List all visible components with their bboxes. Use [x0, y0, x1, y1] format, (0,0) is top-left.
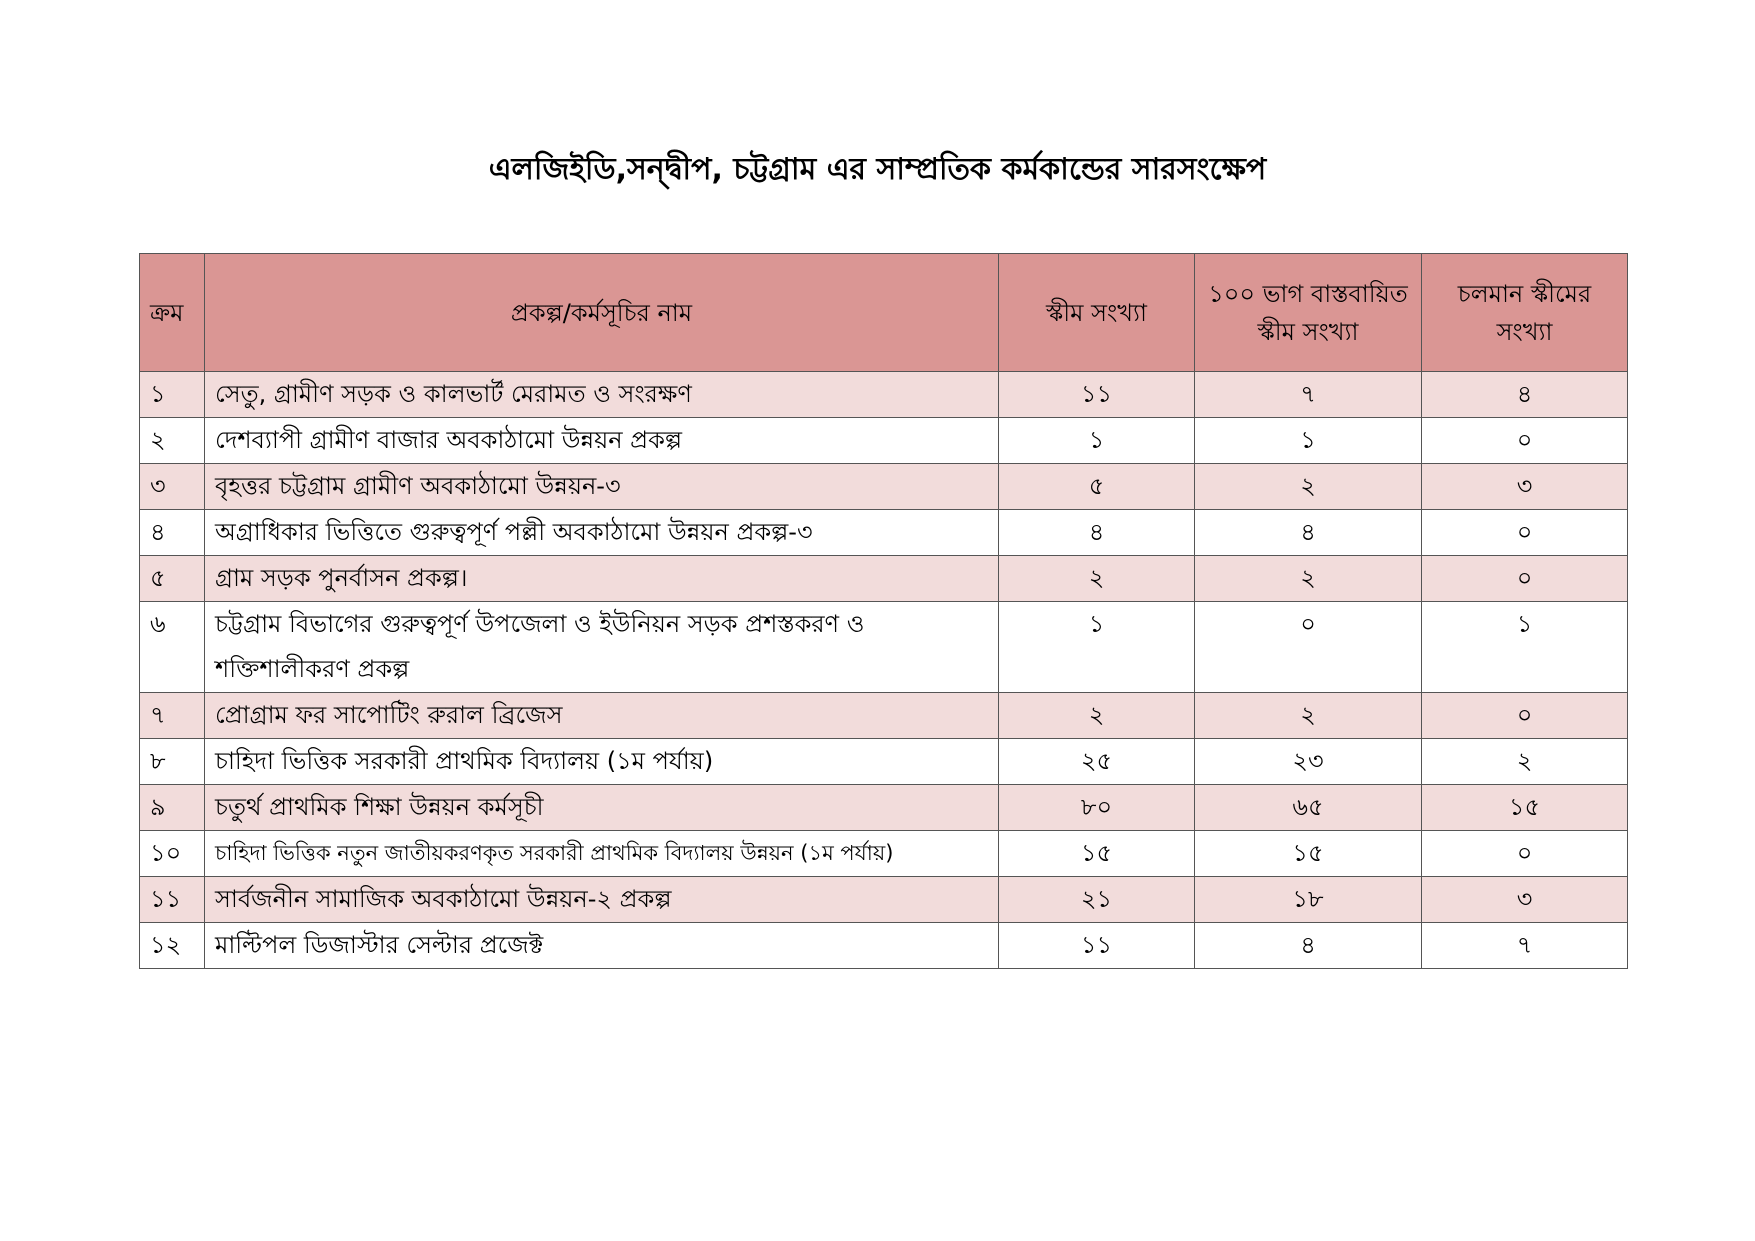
row-scheme-count: ২ — [999, 693, 1195, 739]
table-row — [140, 602, 1628, 693]
table-row — [140, 923, 1628, 969]
table-header-row — [140, 254, 1628, 372]
row-scheme-count: ১ — [999, 602, 1195, 693]
row-serial: ১২ — [140, 923, 205, 969]
row-scheme-count: ৪ — [999, 510, 1195, 556]
row-scheme-count: ৫ — [999, 464, 1195, 510]
row-ongoing-count: ৭ — [1422, 923, 1628, 969]
row-project-name: চাহিদা ভিত্তিক সরকারী প্রাথমিক বিদ্যালয় (১ম পর্যায়) — [205, 739, 999, 785]
summary-table — [139, 253, 1628, 969]
row-scheme-count: ১৫ — [999, 831, 1195, 877]
row-scheme-count: ২১ — [999, 877, 1195, 923]
row-serial: ৭ — [140, 693, 205, 739]
row-project-name: সার্বজনীন সামাজিক অবকাঠামো উন্নয়ন-২ প্রকল্প — [205, 877, 999, 923]
row-ongoing-count: ৩ — [1422, 877, 1628, 923]
row-ongoing-count: ৪ — [1422, 372, 1628, 418]
row-project-name: দেশব্যাপী গ্রামীণ বাজার অবকাঠামো উন্নয়ন প্রকল্প — [205, 418, 999, 464]
row-project-name: মাল্টিপল ডিজাস্টার সেল্টার প্রজেক্ট — [205, 923, 999, 969]
row-completed-count: ৬৫ — [1195, 785, 1422, 831]
row-ongoing-count: ৩ — [1422, 464, 1628, 510]
document-title: এলজিইডি,সন্দ্বীপ, চট্টগ্রাম এর সাম্প্রতিক কর্মকান্ডের সারসংক্ষেপ — [488, 152, 1267, 187]
row-project-name: চাহিদা ভিত্তিক নতুন জাতীয়করণকৃত সরকারী প্রাথমিক বিদ্যালয় উন্নয়ন (১ম পর্যায়) — [205, 831, 999, 877]
row-project-name: সেতু, গ্রামীণ সড়ক ও কালভার্ট মেরামত ও সংরক্ষণ — [205, 372, 999, 418]
row-serial: ১০ — [140, 831, 205, 877]
table-row — [140, 556, 1628, 602]
row-project-name: প্রোগ্রাম ফর সাপোটিং রুরাল ব্রিজেস — [205, 693, 999, 739]
row-serial: ১ — [140, 372, 205, 418]
table-row — [140, 831, 1628, 877]
row-scheme-count: ২৫ — [999, 739, 1195, 785]
row-completed-count: ২ — [1195, 556, 1422, 602]
row-ongoing-count: ২ — [1422, 739, 1628, 785]
table-row — [140, 418, 1628, 464]
row-ongoing-count: ০ — [1422, 556, 1628, 602]
table-row — [140, 693, 1628, 739]
row-completed-count: ১৮ — [1195, 877, 1422, 923]
row-completed-count: ৪ — [1195, 923, 1422, 969]
table-row — [140, 372, 1628, 418]
row-project-name: অগ্রাধিকার ভিত্তিতে গুরুত্বপূর্ণ পল্লী অবকাঠামো উন্নয়ন প্রকল্প-৩ — [205, 510, 999, 556]
row-completed-count: ২ — [1195, 693, 1422, 739]
row-ongoing-count: ০ — [1422, 831, 1628, 877]
row-scheme-count: ১১ — [999, 372, 1195, 418]
row-completed-count: ০ — [1195, 602, 1422, 693]
row-project-name: চট্টগ্রাম বিভাগের গুরুত্বপূর্ণ উপজেলা ও ইউনিয়ন সড়ক প্রশস্তকরণ ও শক্তিশালীকরণ প্রকল্প — [205, 602, 999, 693]
table-row — [140, 739, 1628, 785]
row-completed-count: ১ — [1195, 418, 1422, 464]
row-serial: ২ — [140, 418, 205, 464]
row-completed-count: ৭ — [1195, 372, 1422, 418]
row-serial: ৩ — [140, 464, 205, 510]
table-body — [140, 372, 1628, 969]
row-scheme-count: ৮০ — [999, 785, 1195, 831]
row-serial: ১১ — [140, 877, 205, 923]
row-serial: ৮ — [140, 739, 205, 785]
row-completed-count: ২ — [1195, 464, 1422, 510]
row-serial: ৬ — [140, 602, 205, 693]
row-ongoing-count: ০ — [1422, 418, 1628, 464]
table-row — [140, 877, 1628, 923]
row-serial: ৯ — [140, 785, 205, 831]
row-project-name: বৃহত্তর চট্টগ্রাম গ্রামীণ অবকাঠামো উন্নয়ন-৩ — [205, 464, 999, 510]
row-scheme-count: ১১ — [999, 923, 1195, 969]
row-ongoing-count: ১৫ — [1422, 785, 1628, 831]
row-ongoing-count: ০ — [1422, 510, 1628, 556]
row-scheme-count: ২ — [999, 556, 1195, 602]
row-serial: ৫ — [140, 556, 205, 602]
row-serial: ৪ — [140, 510, 205, 556]
header-project-name: প্রকল্প/কর্মসূচির নাম — [205, 254, 999, 372]
row-completed-count: ১৫ — [1195, 831, 1422, 877]
table-row — [140, 510, 1628, 556]
row-project-name: চতুর্থ প্রাথমিক শিক্ষা উন্নয়ন কর্মসূচী — [205, 785, 999, 831]
table-row — [140, 785, 1628, 831]
header-scheme-count: স্কীম সংখ্যা — [999, 254, 1195, 372]
row-completed-count: ২৩ — [1195, 739, 1422, 785]
row-ongoing-count: ০ — [1422, 693, 1628, 739]
table-row — [140, 464, 1628, 510]
header-completed-count: ১০০ ভাগ বাস্তবায়িত স্কীম সংখ্যা — [1195, 254, 1422, 372]
row-project-name: গ্রাম সড়ক পুনর্বাসন প্রকল্প। — [205, 556, 999, 602]
header-serial: ক্রম — [140, 254, 205, 372]
row-scheme-count: ১ — [999, 418, 1195, 464]
row-completed-count: ৪ — [1195, 510, 1422, 556]
row-ongoing-count: ১ — [1422, 602, 1628, 693]
header-ongoing-count: চলমান স্কীমের সংখ্যা — [1422, 254, 1628, 372]
